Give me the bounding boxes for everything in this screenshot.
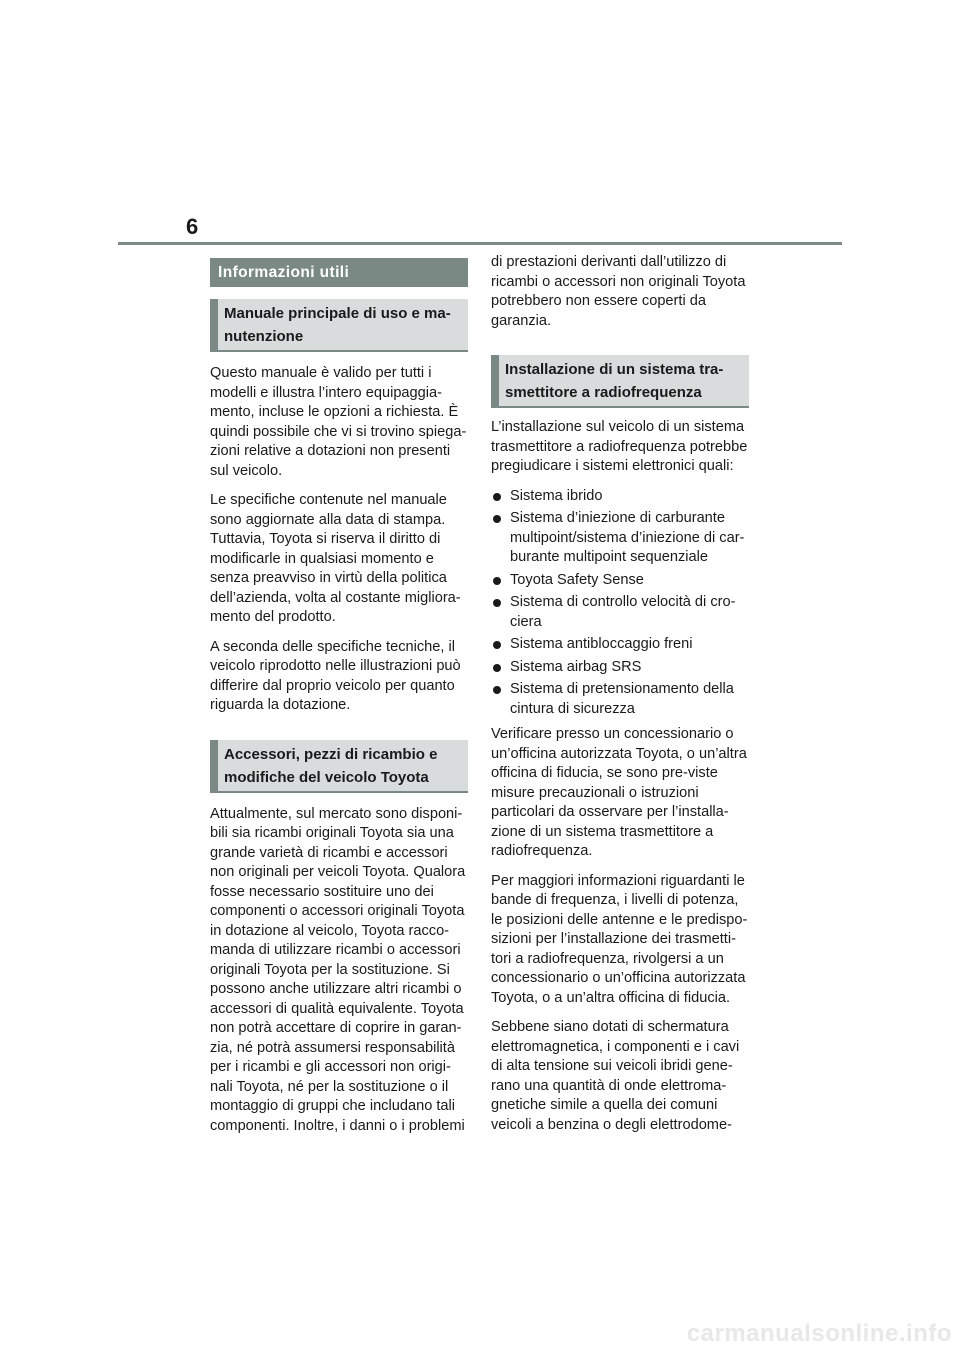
paragraph: Sebbene siano dotati di schermatura elettromagnetica, i componenti e i cavi di alta tensione sui veicoli ibridi gene-rano una quantità di onde elettroma-gnetiche simile a quella dei comuni veicoli a benzina o degli elettrodome-: [491, 1019, 740, 1133]
paragraph: Le specifiche contenute nel manuale sono aggiornate alla data di stampa. Tuttavia, Toyota si riserva il diritto di modificarle in qualsiasi momento e senza preavviso in virtù della politica dell’azienda, volta al costante migliora-mento del prodotto.: [210, 492, 461, 625]
paragraph: L’installazione sul veicolo di un sistema trasmettitore a radiofrequenza potrebbe pregiudicare i sistemi elettronici quali:: [491, 419, 748, 474]
bullet-icon: [493, 515, 501, 523]
list-item: Sistema di pretensionamento della cintura di sicurezza: [491, 680, 749, 719]
bullet-icon: [493, 599, 501, 607]
list-item: Sistema airbag SRS: [491, 658, 749, 678]
left-column: [210, 258, 468, 1146]
list-item: Sistema d’iniezione di carburante multipoint/sistema d’iniezione di car-burante multipoint sequenziale: [491, 509, 749, 568]
paragraph: A seconda delle specifiche tecniche, il veicolo riprodotto nelle illustrazioni può differire dal proprio veicolo per quanto riguarda la dotazione.: [210, 638, 461, 713]
paragraph: Attualmente, sul mercato sono disponi-bili sia ricambi originali Toyota sia una grande varietà di ricambi e accessori non originali per veicoli Toyota. Qualora fosse necessario sostituire uno dei componenti o accessori originali Toyota in dotazione al veicolo, Toyota racco-manda di utilizzare ricambi o accessori originali Toyota per la sostituzione. Si possono anche utilizzare altri ricambi o accessori di qualità equivalente. Toyota non potrà accettare di coprire in garan-zia, né potrà assumersi responsabilità per i ricambi e gli accessori non origi-nali Toyota, né per la sostituzione o il montaggio di gruppi che includano tali componenti. Inoltre, i danni o i problemi: [210, 805, 466, 1134]
watermark: carmanualsonline.info: [686, 1320, 952, 1347]
list-item: Sistema antibloccaggio freni: [491, 635, 749, 655]
paragraph: di prestazioni derivanti dall’utilizzo di ricambi o accessori non originali Toyota potrebbero non essere coperti da garanzia.: [491, 254, 746, 329]
subhead-accessori: Accessori, pezzi di ricambio e modifiche del veicolo Toyota: [210, 740, 468, 793]
subhead-manuale: Manuale principale di uso e ma-nutenzione: [210, 299, 468, 352]
bullet-icon: [493, 664, 501, 672]
header-rule: [118, 242, 842, 245]
list-item: Sistema di controllo velocità di cro-ciera: [491, 593, 749, 632]
list-item: Toyota Safety Sense: [491, 571, 749, 591]
subhead-installazione: Installazione di un sistema tra-smettitore a radiofrequenza: [491, 355, 749, 408]
page-number: 6: [186, 214, 199, 239]
paragraph: Questo manuale è valido per tutti i modelli e illustra l’intero equipaggia-mento, incluse le opzioni a richiesta. È quindi possibile che vi si trovino spiega-zioni relative a dotazioni non presenti sul veicolo.: [210, 365, 467, 479]
bullet-list: [491, 487, 749, 720]
bullet-icon: [493, 493, 501, 501]
bullet-icon: [493, 577, 501, 585]
bullet-icon: [493, 641, 501, 649]
right-column: [491, 253, 749, 1145]
list-item: Sistema ibrido: [491, 487, 749, 507]
bullet-icon: [493, 686, 501, 694]
section-banner: Informazioni utili: [210, 258, 468, 287]
paragraph: Per maggiori informazioni riguardanti le bande di frequenza, i livelli di potenza, le posizioni delle antenne e le predispo-sizioni per l’installazione dei trasmetti-tori a radiofrequenza, rivolgersi a un concessionario o un’officina autorizzata Toyota, o a un’altra officina di fiducia.: [491, 872, 748, 1006]
paragraph: Verificare presso un concessionario o un’officina autorizzata Toyota, o un’altra officina di fiducia, se sono pre-viste misure precauzionali o istruzioni particolari da osservare per l’installa-zione di un sistema trasmettitore a radiofrequenza.: [491, 726, 747, 859]
